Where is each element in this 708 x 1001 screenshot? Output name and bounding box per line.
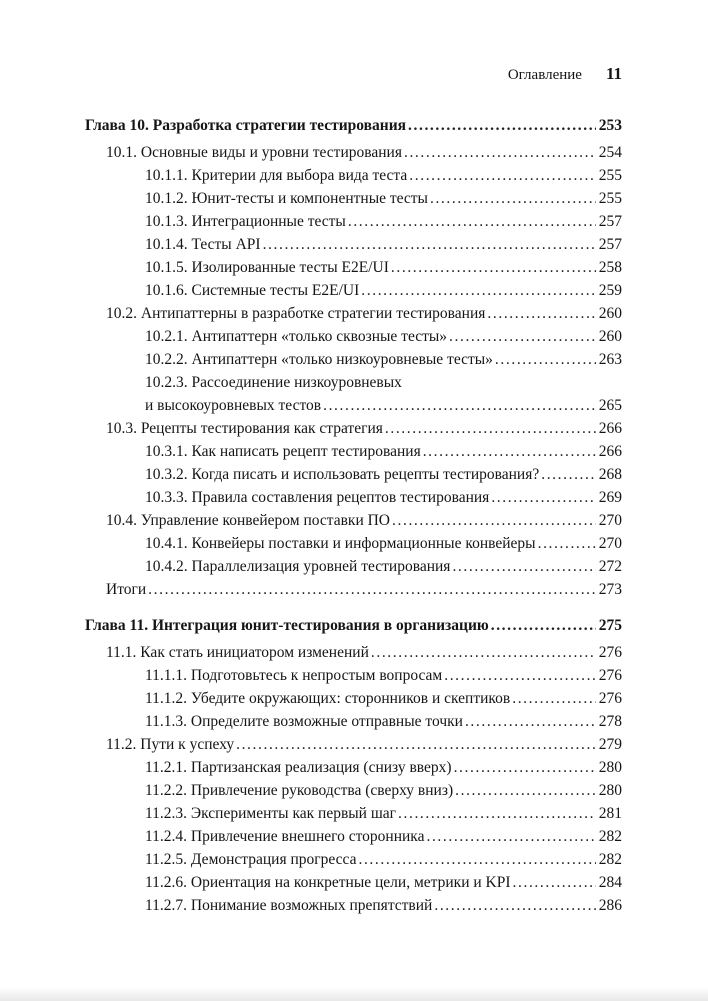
toc-entry-label: 10.4. Управление конвейером поставки ПО (106, 512, 391, 529)
toc-entry-leader (392, 509, 596, 532)
toc-entry-leader (408, 114, 596, 137)
toc-entry-label: 10.2.1. Антипаттерн «только сквозные тесты» (145, 328, 448, 345)
toc-entry-page: 281 (598, 805, 622, 822)
toc-entry-page: 258 (598, 259, 622, 276)
toc-entry-leader (404, 141, 596, 164)
toc-entry-label: 10.2.2. Антипаттерн «только низкоуровневые тесты» (145, 351, 493, 368)
toc-entry-label: 10.1. Основные виды и уровни тестирования (106, 144, 402, 161)
toc-entry (85, 325, 622, 348)
toc-entry-page: 278 (598, 713, 622, 730)
toc-entry (85, 371, 622, 394)
toc-entry-leader (323, 394, 596, 417)
toc-entry (85, 532, 622, 555)
toc-entry-page: 259 (598, 282, 622, 299)
toc-entry-label: 10.2. Антипаттерны в разработке стратегии тестирования (106, 305, 486, 322)
toc-entry (85, 279, 622, 302)
toc-entry-label: 10.1.3. Интеграционные тесты (145, 213, 346, 230)
toc-entry-label: 11.2.2. Привлечение руководства (сверху вниз) (145, 782, 454, 799)
page-bottom-shadow (0, 987, 708, 1001)
toc-entry (85, 114, 622, 137)
toc-entry-page: 280 (598, 782, 622, 799)
toc-entry-page: 253 (598, 117, 622, 134)
toc-entry (85, 164, 622, 187)
toc-entry-leader (391, 256, 596, 279)
toc-entry (85, 871, 622, 894)
toc-entry-page: 279 (598, 736, 622, 753)
toc-entry (85, 256, 622, 279)
toc-list (85, 114, 622, 917)
toc-entry (85, 417, 622, 440)
toc-entry-page: 257 (598, 213, 622, 230)
header-page-number: 11 (605, 64, 622, 83)
toc-entry-leader (465, 710, 596, 733)
toc-entry-page: 276 (598, 690, 622, 707)
toc-entry-label: 11.2.6. Ориентация на конкретные цели, метрики и KPI (145, 874, 511, 891)
toc-entry-label: 10.1.2. Юнит-тесты и компонентные тесты (145, 190, 428, 207)
toc-entry-page: 254 (598, 144, 622, 161)
toc-entry (85, 614, 622, 637)
toc-entry (85, 141, 622, 164)
toc-entry-leader (495, 348, 596, 371)
toc-entry-label: 11.1.2. Убедите окружающих: сторонников и скептиков (145, 690, 511, 707)
toc-entry-label: 10.1.4. Тесты API (145, 236, 261, 253)
toc-entry-label: 10.3.3. Правила составления рецептов тестирования (145, 489, 490, 506)
header-title: Оглавление (507, 67, 582, 83)
toc-entry-label: 11.1.3. Определите возможные отправные точки (145, 713, 463, 730)
toc-entry-page: 270 (598, 512, 622, 529)
toc-entry-page: 273 (598, 581, 622, 598)
toc-entry-label: 11.2. Пути к успеху (106, 736, 235, 753)
toc-entry (85, 233, 622, 256)
toc-entry-leader (444, 664, 596, 687)
toc-entry (85, 578, 622, 601)
toc-entry-leader (236, 733, 596, 756)
toc-entry (85, 779, 622, 802)
toc-entry-label: 10.4.2. Параллелизация уровней тестирования (145, 558, 451, 575)
toc-entry-leader (541, 463, 596, 486)
toc-entry-leader (398, 802, 596, 825)
toc-entry-leader (455, 779, 596, 802)
toc-entry-page: 282 (598, 828, 622, 845)
toc-entry-page: 272 (598, 558, 622, 575)
toc-entry-page: 280 (598, 759, 622, 776)
toc-entry-page: 275 (598, 617, 622, 634)
toc-entry-label: Глава 10. Разработка стратегии тестирования (85, 117, 407, 134)
toc-entry (85, 687, 622, 710)
toc-entry-leader (512, 687, 596, 710)
toc-entry-page: 260 (598, 328, 622, 345)
toc-entry-page: 269 (598, 489, 622, 506)
toc-entry-label: 10.4.1. Конвейеры поставки и информационные конвейеры (145, 535, 536, 552)
toc-entry-page: 255 (598, 167, 622, 184)
toc-entry-leader (491, 486, 595, 509)
toc-entry-leader (361, 279, 595, 302)
toc-entry (85, 555, 622, 578)
toc-entry (85, 348, 622, 371)
toc-entry-label: 11.2.5. Демонстрация прогресса (145, 851, 357, 868)
toc-entry-page: 270 (598, 535, 622, 552)
toc-entry-label: и высокоуровневых тестов (145, 397, 322, 414)
toc-entry-leader (452, 555, 595, 578)
toc-entry (85, 733, 622, 756)
toc-entry-page: 266 (598, 443, 622, 460)
toc-entry (85, 664, 622, 687)
toc-entry-leader (409, 164, 595, 187)
toc-entry (85, 641, 622, 664)
toc-entry-label: 10.2.3. Рассоединение низкоуровневых (145, 374, 402, 391)
toc-entry-leader (434, 894, 595, 917)
toc-entry-leader (491, 614, 596, 637)
toc-entry-page: 260 (598, 305, 622, 322)
toc-entry-leader (148, 578, 596, 601)
toc-entry-leader (538, 532, 596, 555)
toc-entry (85, 509, 622, 532)
toc-entry-page: 284 (598, 874, 622, 891)
toc-entry-leader (423, 440, 596, 463)
toc-entry (85, 486, 622, 509)
toc-entry-label: 10.3.1. Как написать рецепт тестирования (145, 443, 421, 460)
toc-entry-page: 268 (598, 466, 622, 483)
toc-entry-label: 11.2.1. Партизанская реализация (снизу вверх) (145, 759, 452, 776)
toc-entry-page: 266 (598, 420, 622, 437)
toc-entry (85, 302, 622, 325)
toc-entry (85, 440, 622, 463)
toc-entry-page: 276 (598, 667, 622, 684)
toc-entry-leader (454, 756, 596, 779)
toc-entry (85, 756, 622, 779)
toc-entry-page: 255 (598, 190, 622, 207)
toc-entry-page: 282 (598, 851, 622, 868)
toc-entry-leader (487, 302, 595, 325)
toc-entry-label: 10.1.5. Изолированные тесты E2E/UI (145, 259, 389, 276)
toc-entry (85, 894, 622, 917)
toc-entry-label: 10.3. Рецепты тестирования как стратегия (106, 420, 383, 437)
toc-entry-leader (430, 187, 596, 210)
toc-entry-label: 11.2.3. Эксперименты как первый шаг (145, 805, 397, 822)
toc-entry-page: 263 (598, 351, 622, 368)
toc-entry (85, 825, 622, 848)
toc-entry (85, 802, 622, 825)
toc-entry-label: 10.1.6. Системные тесты E2E/UI (145, 282, 360, 299)
toc-entry-label: 11.2.4. Привлечение внешнего сторонника (145, 828, 425, 845)
toc-entry-leader (263, 233, 596, 256)
toc-entry-label: Итоги (106, 581, 147, 598)
toc-entry-page: 276 (598, 644, 622, 661)
toc-entry-leader (513, 871, 596, 894)
toc-entry-page: 257 (598, 236, 622, 253)
toc-entry-label: 10.3.2. Когда писать и использовать рецепты тестирования? (145, 466, 540, 483)
toc-entry-leader (449, 325, 596, 348)
toc-entry-page: 265 (598, 397, 622, 414)
toc-entry (85, 848, 622, 871)
toc-entry-leader (371, 641, 596, 664)
toc-entry (85, 463, 622, 486)
running-header (85, 64, 622, 85)
toc-entry (85, 187, 622, 210)
toc-entry-page: 286 (598, 897, 622, 914)
toc-entry-label: 11.2.7. Понимание возможных препятствий (145, 897, 433, 914)
toc-entry-label: Глава 11. Интеграция юнит-тестирования в организацию (85, 617, 489, 634)
toc-entry-leader (348, 210, 596, 233)
toc-entry-label: 11.1. Как стать инициатором изменений (106, 644, 369, 661)
toc-entry-label: 10.1.1. Критерии для выбора вида теста (145, 167, 408, 184)
toc-entry-leader (426, 825, 595, 848)
toc-entry-label: 11.1.1. Подготовьтесь к непростым вопросам (145, 667, 443, 684)
toc-entry (85, 394, 622, 417)
toc-entry-leader (385, 417, 596, 440)
toc-entry (85, 710, 622, 733)
toc-entry-leader (358, 848, 595, 871)
toc-entry (85, 210, 622, 233)
